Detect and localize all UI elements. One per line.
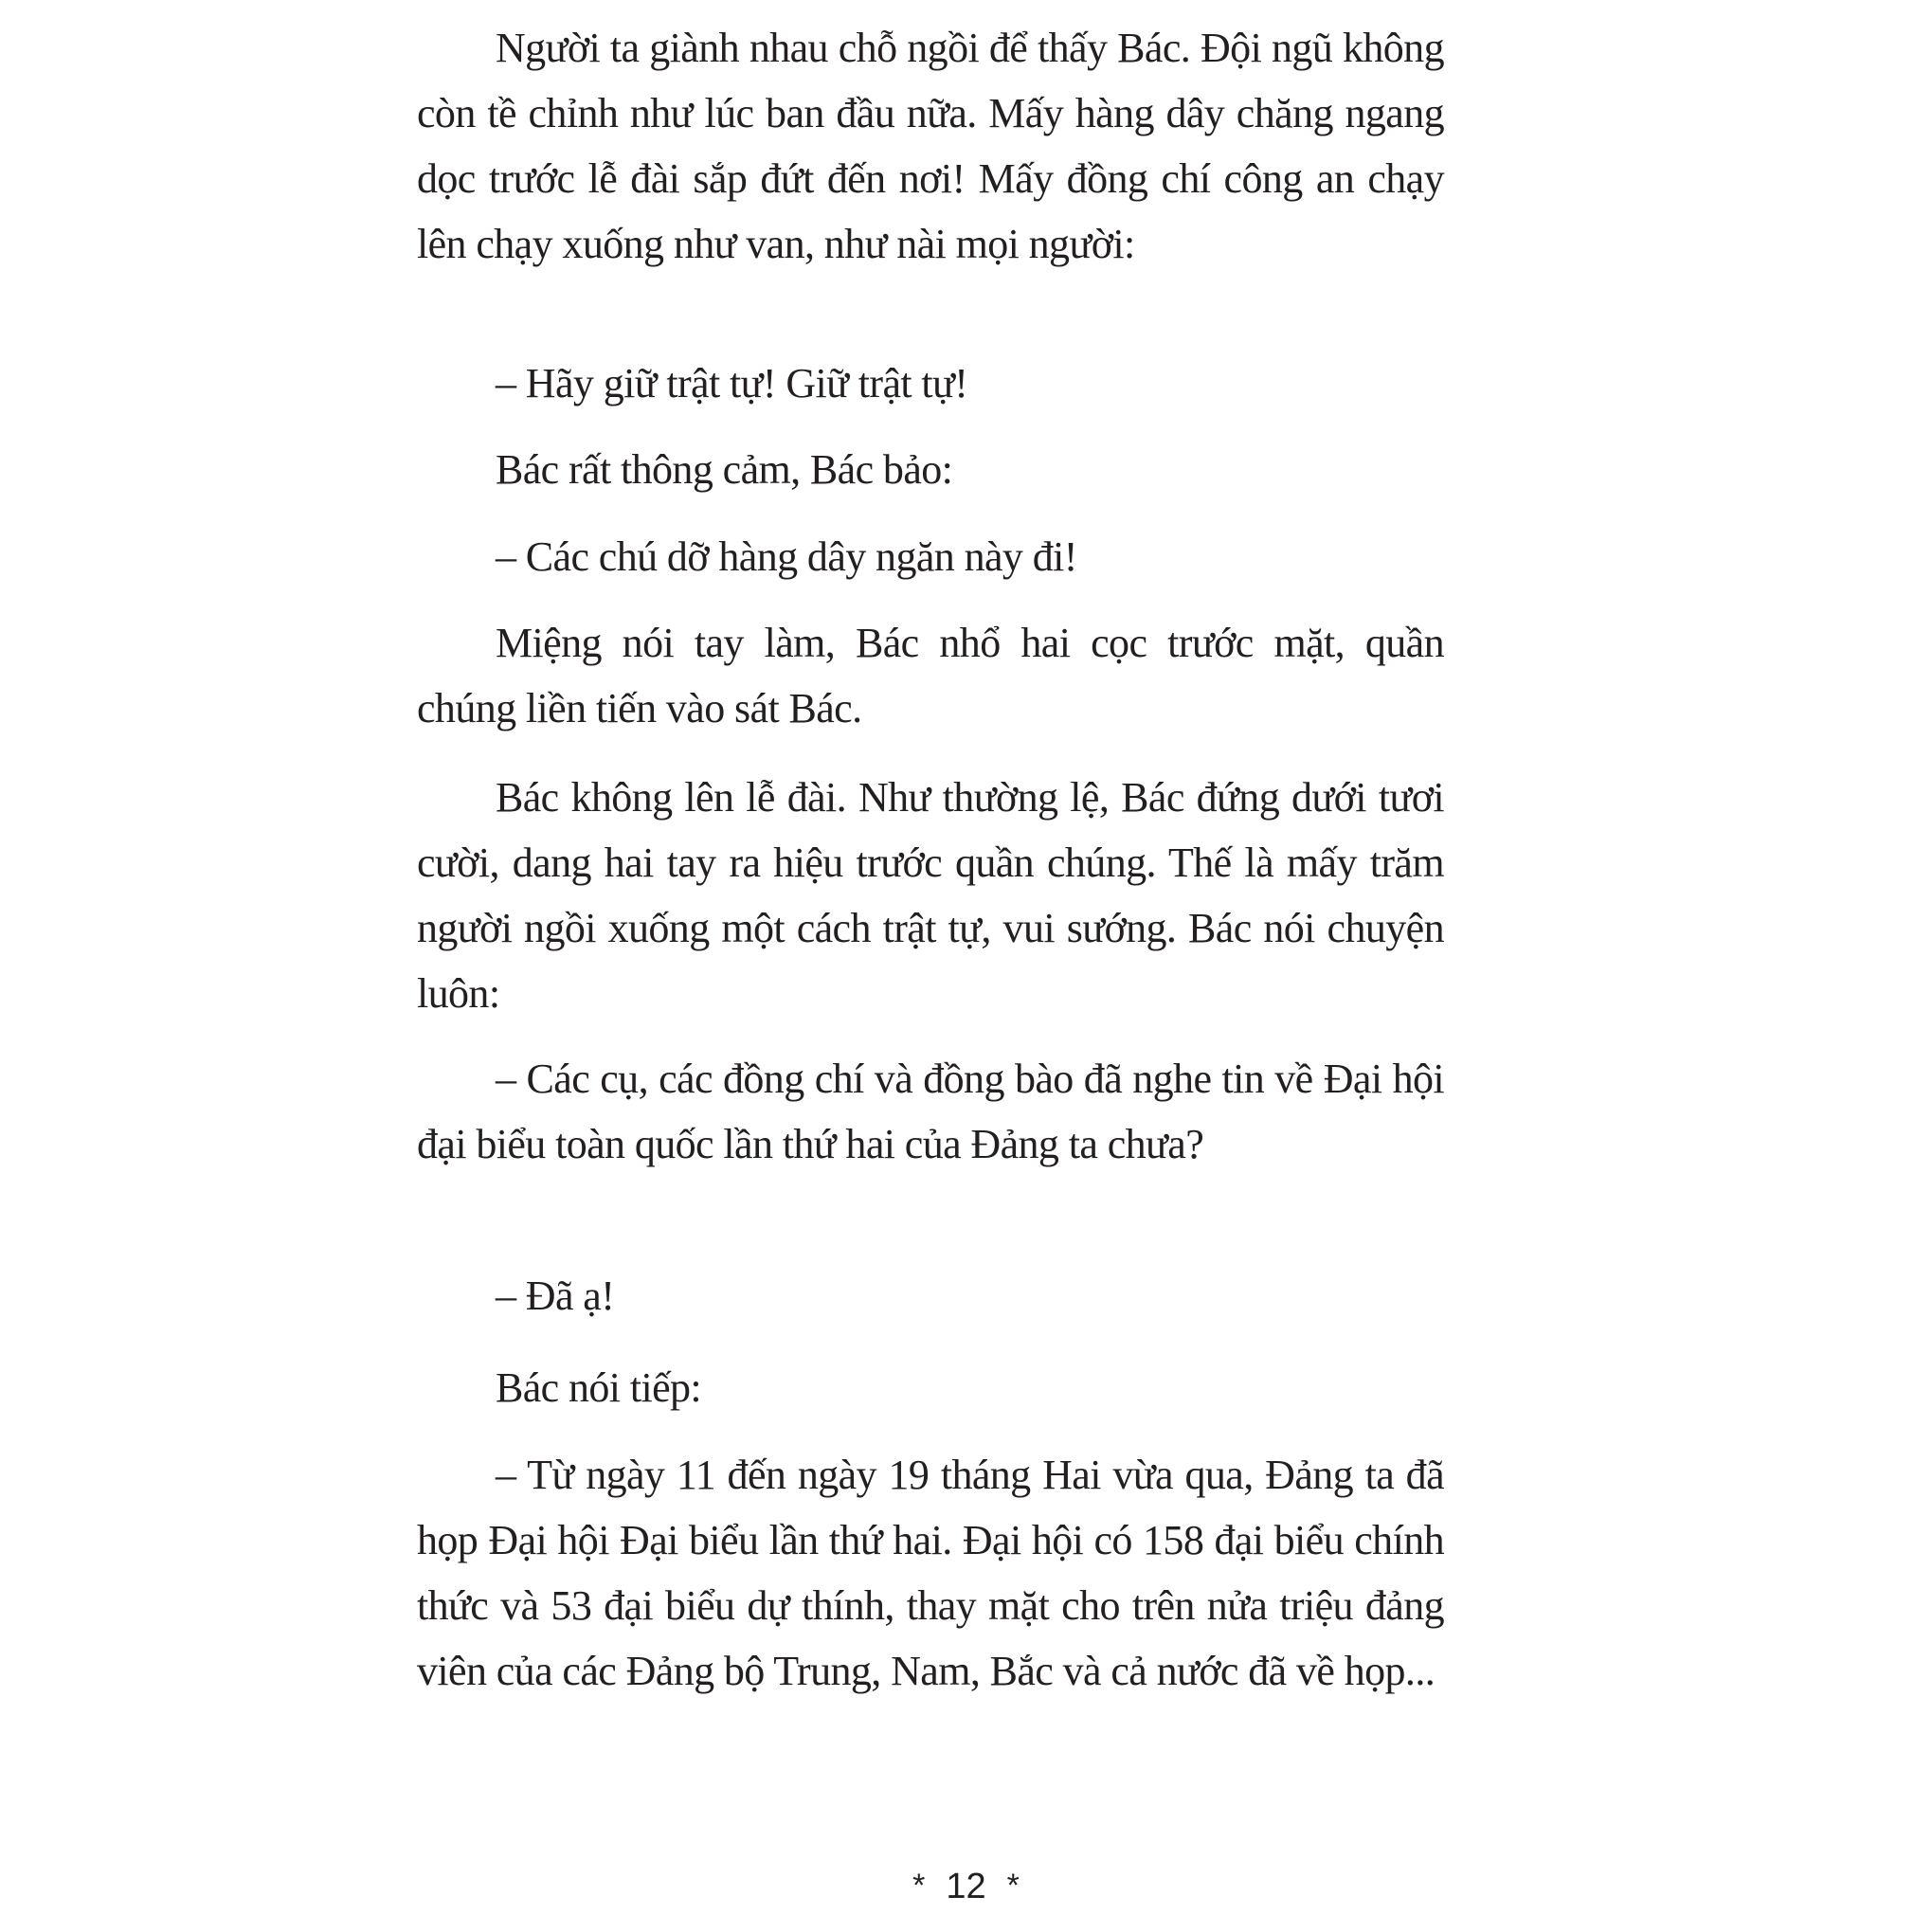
paragraph: – Từ ngày 11 đến ngày 19 tháng Hai vừa qua, Đảng ta đã họp Đại hội Đại biểu lần thứ hai. Đại hội có 158 đại biểu chính thức và 53 đại biểu dự thính, thay mặt cho trên nửa triệu đảng viên của các Đảng bộ Trung, Nam, Bắc và cả nước đã về họp... bbox=[417, 1452, 1444, 1694]
paragraph: – Các chú dỡ hàng dây ngăn này đi! bbox=[496, 533, 1077, 580]
paragraph: – Các cụ, các đồng chí và đồng bào đã nghe tin về Đại hội đại biểu toàn quốc lần thứ hai của Đảng ta chưa? bbox=[417, 1056, 1444, 1167]
paragraph: – Hãy giữ trật tự! Giữ trật tự! bbox=[496, 360, 968, 406]
page-number-value: 12 bbox=[946, 1867, 986, 1906]
paragraph: Bác không lên lễ đài. Như thường lệ, Bác đứng dưới tươi cười, dang hai tay ra hiệu trước quần chúng. Thế là mấy trăm người ngồi xuống một cách trật tự, vui sướng. Bác nói chuyện luôn: bbox=[417, 774, 1444, 1017]
paragraph: Người ta giành nhau chỗ ngồi để thấy Bác. Đội ngũ không còn tề chỉnh như lúc ban đầu nữa. Mấy hàng dây chăng ngang dọc trước lễ đài sắp đứt đến nơi! Mấy đồng chí công an chạy lên chạy xuống như van, như nài mọi người: bbox=[417, 25, 1444, 267]
paragraph: Bác rất thông cảm, Bác bảo: bbox=[496, 446, 953, 493]
paragraph: – Đã ạ! bbox=[496, 1273, 615, 1319]
asterisk-right: * bbox=[1006, 1868, 1020, 1904]
paragraph: Miệng nói tay làm, Bác nhổ hai cọc trước mặt, quần chúng liền tiến vào sát Bác. bbox=[417, 620, 1444, 731]
paragraph: Bác nói tiếp: bbox=[496, 1364, 702, 1411]
page-number bbox=[0, 1865, 1932, 1907]
asterisk-left: * bbox=[912, 1868, 926, 1904]
